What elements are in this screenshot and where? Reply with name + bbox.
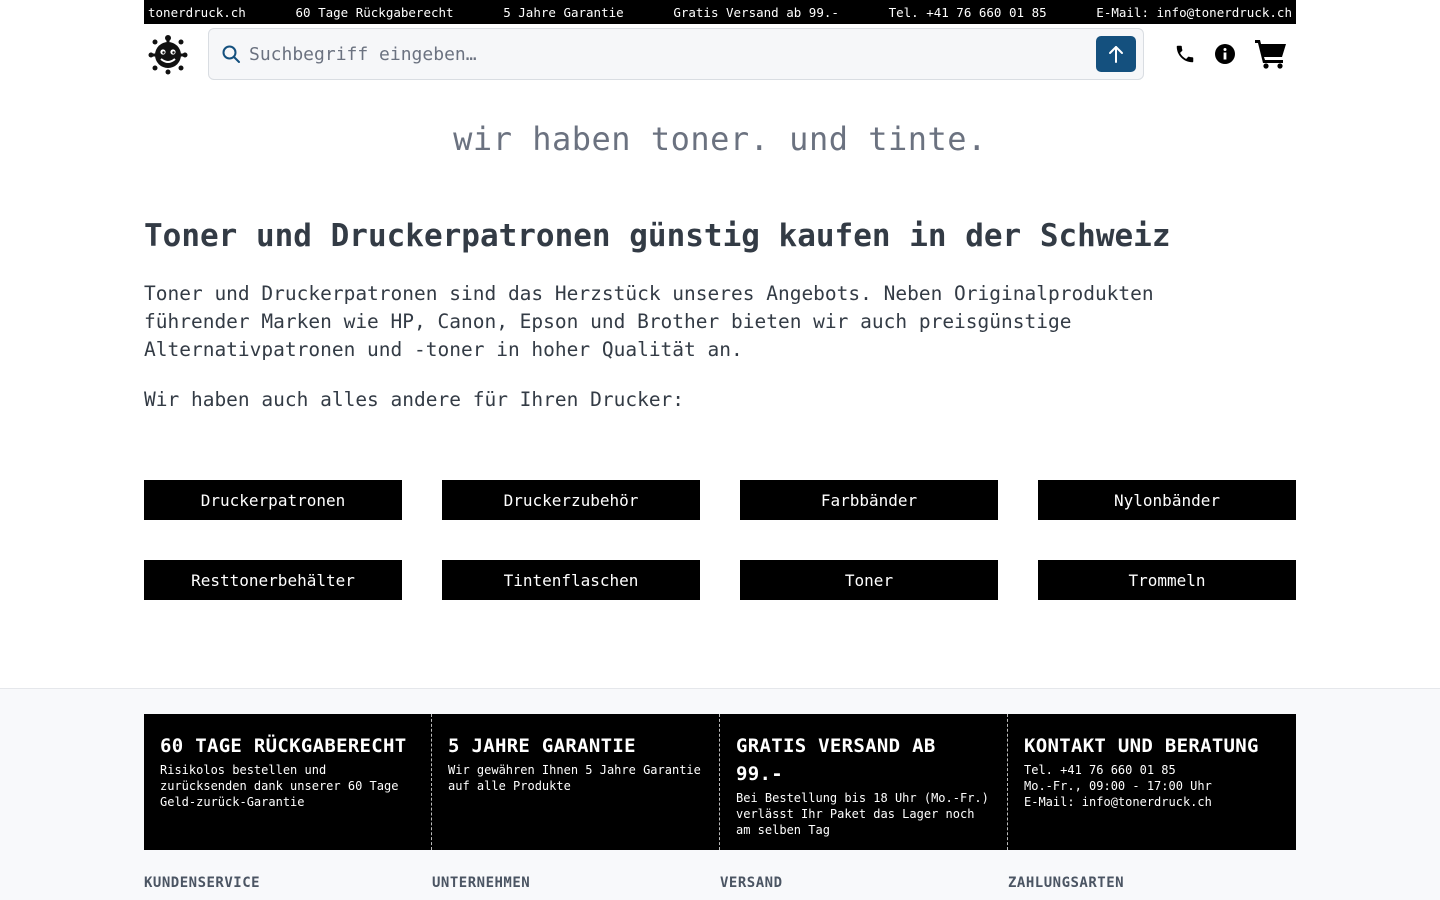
logo-icon — [146, 32, 190, 76]
top-info-bar — [144, 0, 1296, 24]
footer-heading-kundenservice: KUNDENSERVICE — [144, 875, 261, 891]
contact-phone[interactable]: Tel. +41 76 660 01 85 — [1024, 763, 1176, 777]
footer-heading-versand: VERSAND — [720, 875, 783, 891]
header-actions — [1174, 28, 1288, 80]
footer — [0, 688, 1440, 900]
usp-contact — [1008, 714, 1296, 850]
footer-columns — [144, 875, 1296, 891]
cart-icon — [1254, 38, 1288, 70]
search-bar — [208, 28, 1144, 80]
usp-title: GRATIS VERSAND AB 99.- — [736, 735, 936, 785]
ink-splash-logo[interactable] — [142, 28, 194, 80]
category-button-tintenflaschen[interactable]: Tintenflaschen — [442, 560, 700, 600]
usp-title: KONTAKT UND BERATUNG — [1024, 735, 1259, 757]
usp-text: Bei Bestellung bis 18 Uhr (Mo.-Fr.) verlässt Ihr Paket das Lager noch am selben Tag — [736, 791, 989, 837]
sub-heading: Wir haben auch alles andere für Ihren Drucker: — [144, 388, 685, 411]
search-icon — [221, 44, 241, 64]
topbar-shipping: Gratis Versand ab 99.- — [673, 4, 839, 20]
category-grid — [144, 480, 1296, 600]
topbar-domain[interactable]: tonerdruck.ch — [148, 4, 246, 20]
phone-button[interactable] — [1174, 43, 1196, 65]
topbar-warranty: 5 Jahre Garantie — [503, 4, 624, 20]
intro-text: Toner und Druckerpatronen sind das Herzstück unseres Angebots. Neben Originalprodukten führender Marken wie HP, Canon, Epson und Brother bieten wir auch preisgünstige Alternativpatronen und -toner in hoher Qualität an. — [144, 282, 1154, 361]
category-button-druckerpatronen[interactable]: Druckerpatronen — [144, 480, 402, 520]
slogan: wir haben toner. und tinte. — [453, 120, 987, 158]
search-submit-button[interactable] — [1096, 36, 1136, 72]
page-title: Toner und Druckerpatronen günstig kaufen in der Schweiz — [144, 218, 1171, 254]
usp-return — [144, 714, 432, 850]
cart-button[interactable] — [1254, 38, 1288, 70]
usp-shipping — [720, 714, 1008, 850]
usp-warranty — [432, 714, 720, 850]
category-button-nylonbaender[interactable]: Nylonbänder — [1038, 480, 1296, 520]
topbar-return: 60 Tage Rückgaberecht — [295, 4, 454, 20]
contact-email[interactable]: E-Mail: info@tonerdruck.ch — [1024, 795, 1212, 809]
usp-title: 5 JAHRE GARANTIE — [448, 735, 636, 757]
category-button-toner[interactable]: Toner — [740, 560, 998, 600]
topbar-email[interactable]: E-Mail: info@tonerdruck.ch — [1096, 4, 1292, 20]
usp-text: Wir gewähren Ihnen 5 Jahre Garantie auf alle Produkte — [448, 763, 701, 793]
category-button-resttonerbehaelter[interactable]: Resttonerbehälter — [144, 560, 402, 600]
phone-icon — [1174, 43, 1196, 65]
category-button-farbbaender[interactable]: Farbbänder — [740, 480, 998, 520]
topbar-phone[interactable]: Tel. +41 76 660 01 85 — [888, 4, 1047, 20]
category-button-druckerzubehoer[interactable]: Druckerzubehör — [442, 480, 700, 520]
footer-heading-unternehmen: UNTERNEHMEN — [432, 875, 531, 891]
usp-title: 60 TAGE RÜCKGABERECHT — [160, 735, 407, 757]
footer-heading-zahlungsarten: ZAHLUNGSARTEN — [1008, 875, 1125, 891]
usp-text: Risikolos bestellen und zurücksenden dank unserer 60 Tage Geld-zurück-Garantie — [160, 763, 399, 809]
contact-hours: Mo.-Fr., 09:00 - 17:00 Uhr — [1024, 779, 1212, 793]
arrow-up-icon — [1107, 44, 1125, 64]
category-button-trommeln[interactable]: Trommeln — [1038, 560, 1296, 600]
search-input[interactable] — [249, 44, 1069, 65]
info-button[interactable] — [1214, 43, 1236, 65]
usp-text — [1024, 762, 1280, 810]
usp-bar — [144, 714, 1296, 850]
header — [144, 28, 1296, 80]
info-icon — [1214, 43, 1236, 65]
